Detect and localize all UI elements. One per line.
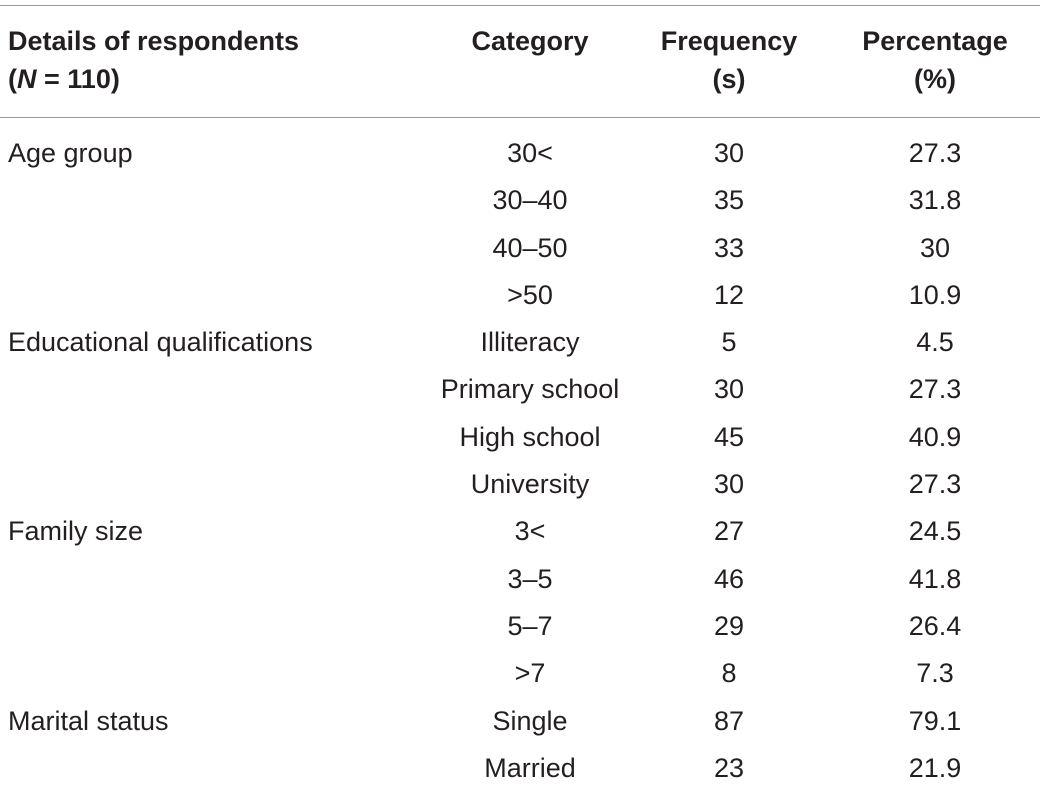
- cell-category: 5–7: [507, 610, 553, 641]
- header-details: [8, 22, 299, 98]
- table-row: [0, 177, 1040, 224]
- cell-category: 40–50: [492, 232, 568, 263]
- table-row: [0, 603, 1040, 650]
- cell-category: High school: [459, 421, 601, 452]
- cell-percentage: 27.3: [908, 374, 962, 405]
- table-header-rule: [0, 117, 1040, 118]
- table-top-rule: [0, 5, 1040, 6]
- table-row: [0, 556, 1040, 603]
- cell-category: Primary school: [440, 374, 620, 405]
- table-header: [0, 22, 1040, 102]
- header-details-line2: [8, 60, 299, 98]
- table-body: [0, 130, 1040, 792]
- cell-category: 3<: [514, 516, 546, 547]
- cell-category: 3–5: [507, 563, 553, 594]
- cell-frequency: 33: [713, 232, 745, 263]
- cell-group: Family size: [8, 516, 144, 547]
- header-percentage-line1: Percentage: [862, 26, 1008, 56]
- cell-category: >7: [514, 658, 546, 689]
- cell-frequency: 30: [713, 469, 745, 500]
- header-frequency: [645, 22, 813, 98]
- table-row: [0, 508, 1040, 555]
- cell-frequency: 5: [721, 327, 737, 358]
- table-row: [0, 698, 1040, 745]
- header-category: [445, 22, 615, 60]
- cell-percentage: 41.8: [908, 563, 962, 594]
- cell-frequency: 35: [713, 185, 745, 216]
- cell-frequency: 8: [721, 658, 737, 689]
- table-row: [0, 130, 1040, 177]
- cell-percentage: 10.9: [908, 279, 962, 310]
- table-row: [0, 745, 1040, 792]
- header-frequency-line1: Frequency: [660, 26, 798, 56]
- cell-frequency: 12: [713, 279, 745, 310]
- cell-percentage: 26.4: [908, 610, 962, 641]
- cell-percentage: 40.9: [908, 421, 962, 452]
- table-row: [0, 461, 1040, 508]
- header-percentage-line2: (%): [914, 64, 956, 94]
- cell-group: Age group: [8, 138, 133, 168]
- header-percentage: [845, 22, 1025, 98]
- cell-percentage: 30: [919, 232, 951, 263]
- cell-category: >50: [507, 279, 553, 310]
- cell-frequency: 23: [713, 752, 745, 783]
- cell-percentage: 4.5: [916, 327, 954, 358]
- cell-category: Illiteracy: [480, 327, 580, 358]
- header-details-line1: Details of respondents: [8, 26, 300, 56]
- header-category-label: Category: [471, 26, 589, 56]
- table-row: [0, 366, 1040, 413]
- cell-percentage: 27.3: [908, 469, 962, 500]
- table-row: [0, 225, 1040, 272]
- cell-frequency: 45: [713, 421, 745, 452]
- table-row: [0, 650, 1040, 697]
- table-row: [0, 272, 1040, 319]
- cell-percentage: 24.5: [908, 516, 962, 547]
- cell-percentage: 7.3: [916, 658, 954, 689]
- cell-group: Educational qualifications: [8, 327, 313, 358]
- cell-frequency: 29: [713, 610, 745, 641]
- cell-frequency: 27: [713, 516, 745, 547]
- header-details-n-value: = 110): [36, 64, 120, 94]
- cell-category: Married: [484, 752, 576, 783]
- cell-percentage: 31.8: [908, 185, 962, 216]
- cell-percentage: 27.3: [908, 138, 962, 168]
- cell-percentage: 21.9: [908, 752, 962, 783]
- header-details-n-symbol: N: [17, 64, 37, 94]
- cell-group: Marital status: [8, 705, 169, 736]
- table-row: [0, 319, 1040, 366]
- table-row: [0, 414, 1040, 461]
- cell-frequency: 30: [713, 138, 745, 168]
- cell-category: 30–40: [492, 185, 568, 216]
- cell-category: 30<: [507, 138, 553, 168]
- cell-category: Single: [492, 705, 568, 736]
- cell-frequency: 46: [713, 563, 745, 594]
- cell-frequency: 87: [713, 705, 745, 736]
- header-frequency-line2: (s): [712, 64, 746, 94]
- cell-frequency: 30: [713, 374, 745, 405]
- cell-percentage: 79.1: [908, 705, 962, 736]
- cell-category: University: [470, 469, 590, 500]
- header-details-n-open: (: [8, 64, 17, 94]
